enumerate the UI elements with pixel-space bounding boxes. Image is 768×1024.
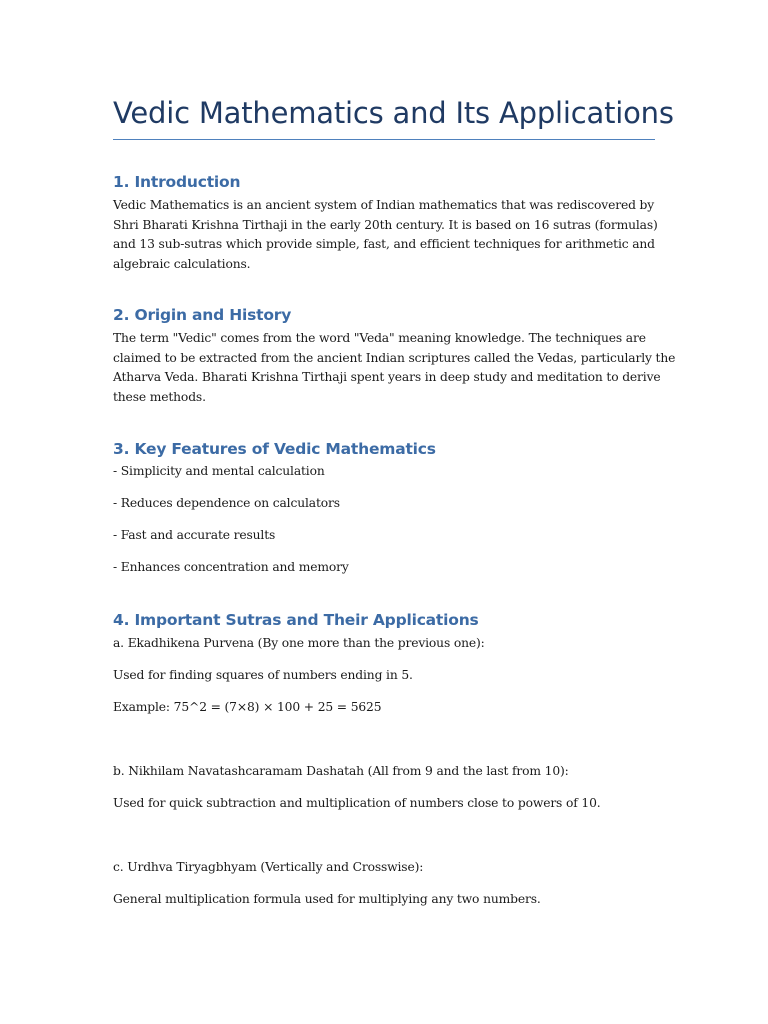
origin-line: claimed to be extracted from the ancient Indian scriptures called the Vedas, particularly the <box>113 350 676 365</box>
intro-line: algebraic calculations. <box>113 256 251 271</box>
heading-introduction: 1. Introduction <box>113 173 241 191</box>
origin-line: The term "Vedic" comes from the word "Veda" meaning knowledge. The techniques are <box>113 331 646 345</box>
heading-key-features: 3. Key Features of Vedic Mathematics <box>113 440 436 458</box>
title-divider <box>113 139 655 140</box>
sutra-c-use: General multiplication formula used for multiplying any two numbers. <box>113 892 541 906</box>
feature-item: - Enhances concentration and memory <box>113 560 349 574</box>
feature-item: - Fast and accurate results <box>113 528 276 542</box>
origin-line: Atharva Veda. Bharati Krishna Tirthaji spent years in deep study and meditation to derive <box>113 370 661 384</box>
paragraph-origin-history <box>113 329 676 407</box>
sutra-c-title: c. Urdhva Tiryagbhyam (Vertically and Crosswise): <box>113 860 424 874</box>
document-title: Vedic Mathematics and Its Applications <box>113 96 674 130</box>
feature-item: - Simplicity and mental calculation <box>113 464 325 478</box>
sutra-a-use: Used for finding squares of numbers ending in 5. <box>113 668 413 682</box>
heading-origin-history: 2. Origin and History <box>113 306 292 324</box>
sutra-a-example: Example: 75^2 = (7×8) × 100 + 25 = 5625 <box>113 700 382 714</box>
sutra-b-title: b. Nikhilam Navatashcaramam Dashatah (All from 9 and the last from 10): <box>113 764 569 778</box>
sutra-a-title: a. Ekadhikena Purvena (By one more than the previous one): <box>113 636 485 650</box>
intro-line: Vedic Mathematics is an ancient system of Indian mathematics that was rediscovered by <box>113 198 655 212</box>
sutra-b-use: Used for quick subtraction and multiplication of numbers close to powers of 10. <box>113 796 601 810</box>
paragraph-introduction <box>113 196 658 274</box>
intro-line: and 13 sub-sutras which provide simple, fast, and efficient techniques for arithmetic and <box>113 237 655 251</box>
feature-item: - Reduces dependence on calculators <box>113 496 340 510</box>
intro-line: Shri Bharati Krishna Tirthaji in the early 20th century. It is based on 16 sutras (formulas) <box>113 217 658 232</box>
origin-line: these methods. <box>113 389 206 404</box>
heading-important-sutras: 4. Important Sutras and Their Applications <box>113 611 479 629</box>
